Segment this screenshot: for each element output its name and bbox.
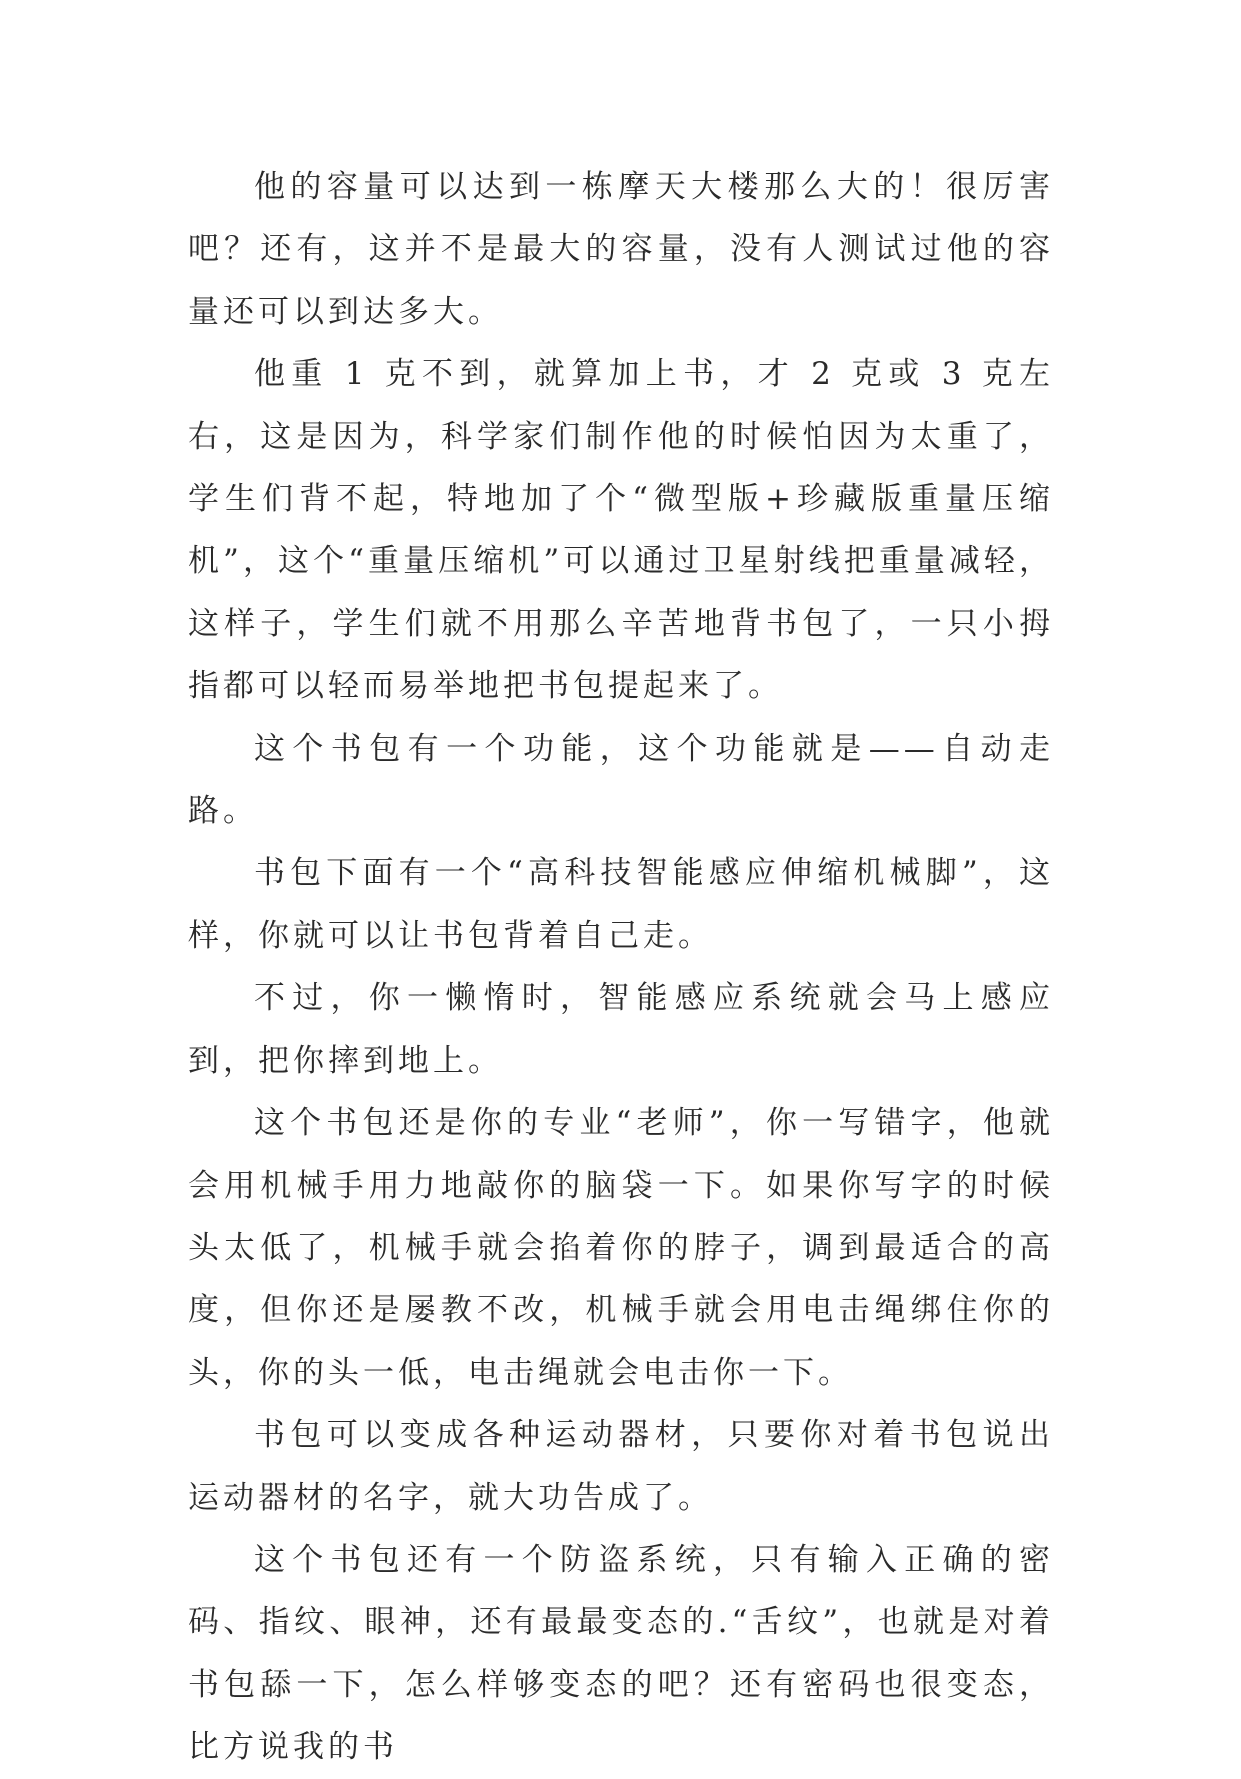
paragraph-4: 书包下面有一个“高科技智能感应伸缩机械脚”，这样，你就可以让书包背着自己走。: [188, 855, 1054, 954]
paragraph-3: 这个书包有一个功能，这个功能就是——自动走路。: [188, 730, 1054, 830]
document-body: [188, 156, 1054, 1779]
paragraph-6: 这个书包还是你的专业“老师”，你一写错字，他就会用机械手用力地敲你的脑袋一下。如果你写字的时候头太低了，机械手就会掐着你的脖子，调到最适合的高度，但你还是屡教不改，机械手就会用电击绳绑住你的头，你的头一低，电击绳就会电击你一下。: [188, 1105, 1054, 1391]
paragraph-1: 他的容量可以达到一栋摩天大楼那么大的！很厉害吧？还有，这并不是最大的容量，没有人测试过他的容量还可以到达多大。: [188, 169, 1054, 330]
paragraph-2: 他重 1 克不到，就算加上书，才 2 克或 3 克左右，这是因为，科学家们制作他的时候怕因为太重了，学生们背不起，特地加了个“微型版+珍藏版重量压缩机”，这个“重量压缩机”可以通过卫星射线把重量减轻，这样子，学生们就不用那么辛苦地背书包了，一只小拇指都可以轻而易举地把书包提起来了。: [188, 356, 1054, 705]
paragraph-5: 不过，你一懒惰时，智能感应系统就会马上感应到，把你摔到地上。: [188, 980, 1054, 1079]
paragraph-8: 这个书包还有一个防盗系统，只有输入正确的密码、指纹、眼神，还有最最变态的.“舌纹”，也就是对着书包舔一下，怎么样够变态的吧？还有密码也很变态，比方说我的书: [188, 1541, 1054, 1766]
paragraph-7: 书包可以变成各种运动器材，只要你对着书包说出运动器材的名字，就大功告成了。: [188, 1417, 1054, 1516]
